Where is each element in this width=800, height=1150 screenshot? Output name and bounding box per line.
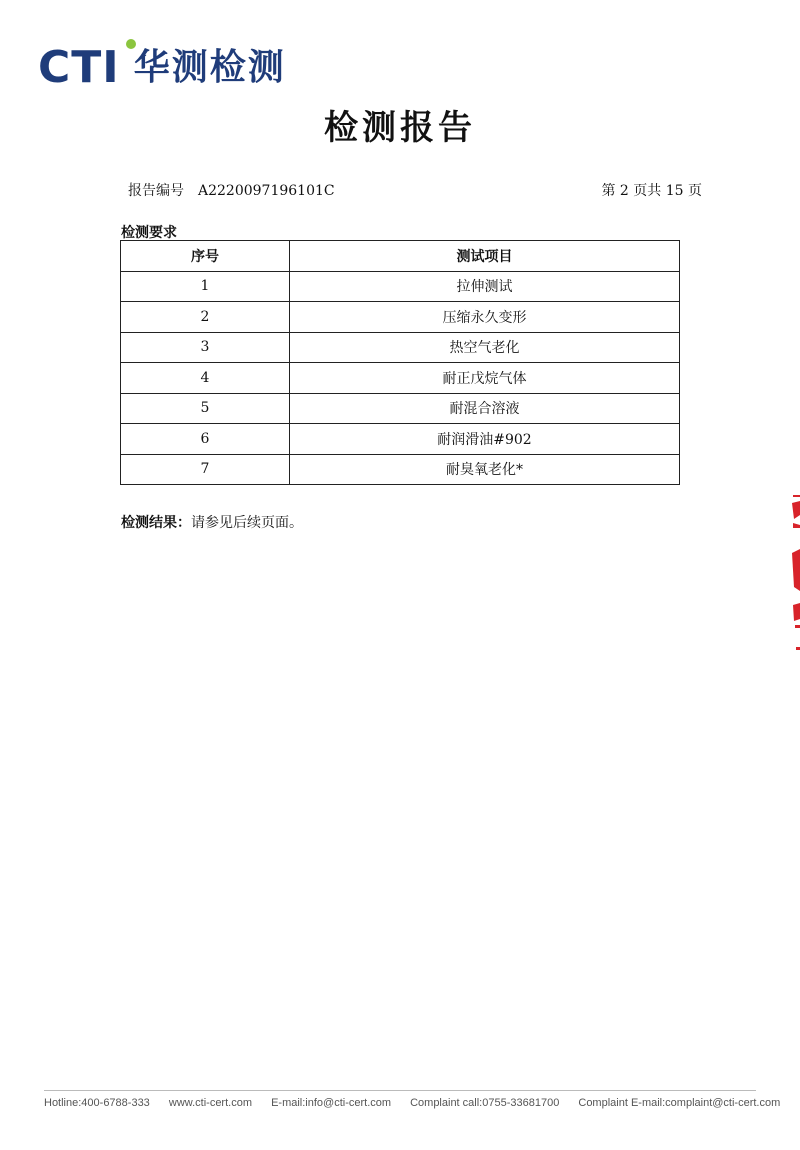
test-item: 拉伸测试 [290,271,680,302]
table-row [121,393,680,424]
row-number: 7 [121,454,290,485]
row-number: 2 [121,302,290,333]
test-item: 耐臭氧老化* [290,454,680,485]
page-info: 第 2 页共 15 页 [601,183,702,199]
row-number: 1 [121,271,290,302]
logo-cti-text: CTI [38,42,120,93]
table-row [121,332,680,363]
column-header-no: 序号 [121,241,290,272]
report-number-value: A2220097196101C [198,183,335,199]
row-number: 3 [121,332,290,363]
result-label: 检测结果： [121,515,191,531]
page-title: 检测报告 [324,108,476,148]
test-item: 热空气老化 [290,332,680,363]
test-item: 耐混合溶液 [290,393,680,424]
table-row [121,271,680,302]
footer-complaint-call: Complaint call:0755-33681700 [410,1097,560,1109]
requirements-table [120,240,680,485]
row-number: 5 [121,393,290,424]
table-row [121,424,680,455]
footer-email[interactable]: E-mail:info@cti-cert.com [271,1097,392,1109]
table-header-row [121,241,680,272]
row-number: 6 [121,424,290,455]
result-text: 请参见后续页面。 [191,515,303,531]
table-row [121,363,680,394]
requirements-heading: 检测要求 [121,225,177,241]
table-row [121,302,680,333]
footer-website[interactable]: www.cti-cert.com [168,1097,252,1109]
test-item: 压缩永久变形 [290,302,680,333]
seal-stamp-edge [790,495,800,655]
cti-logo [38,40,286,96]
report-number-label: 报告编号 [128,183,184,199]
footer-hotline: Hotline:400-6788-333 [44,1097,150,1109]
logo-green-dot [126,39,136,49]
footer-complaint-email[interactable]: Complaint E-mail:complaint@cti-cert.com [578,1097,781,1109]
footer-divider [44,1090,756,1091]
test-item: 耐正戊烷气体 [290,363,680,394]
table-row [121,454,680,485]
logo-cn-text: 华测检测 [133,47,286,88]
row-number: 4 [121,363,290,394]
test-result [121,512,303,532]
column-header-item: 测试项目 [290,241,680,272]
report-number [128,180,335,200]
footer [44,1097,780,1109]
test-item: 耐润滑油#902 [290,424,680,455]
